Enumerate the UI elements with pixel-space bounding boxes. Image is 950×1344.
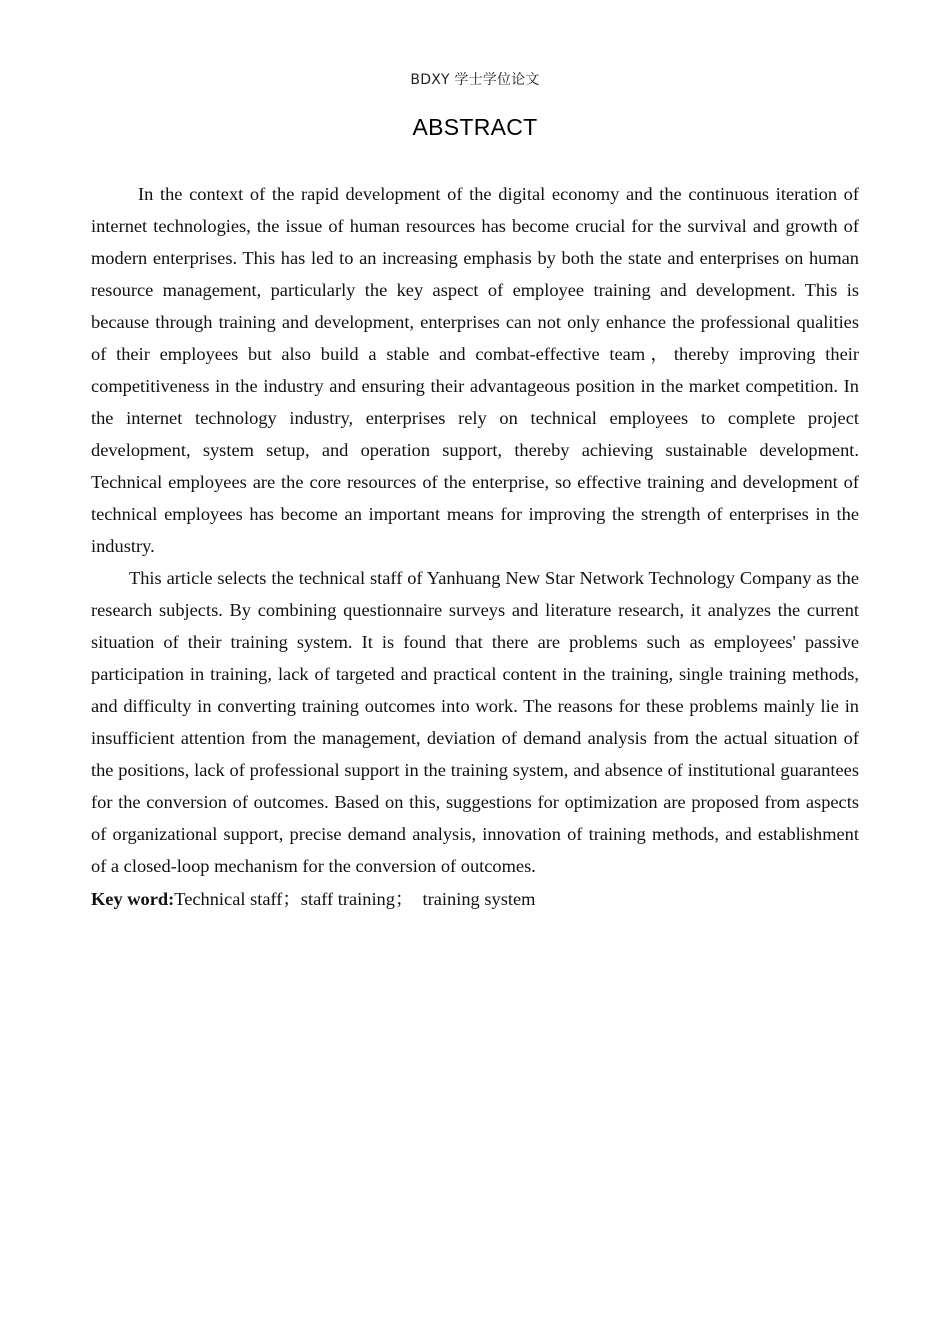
running-header: BDXY 学士学位论文: [410, 72, 540, 88]
abstract-paragraph-1: In the context of the rapid development of the digital economy and the continuous iteration of internet technologies, the issue of human resources has become crucial for the survival and growth of modern enterprises. This has led to an increasing emphasis by both the state and enterprises on human resource management, particularly the key aspect of employee training and development. This is because through training and development, enterprises can not only enhance the professional qualities of their employees but also build a stable and combat-effective team，thereby improving their competitiveness in the industry and ensuring their advantageous position in the market competition. In the internet technology industry, enterprises rely on technical employees to complete project development, system setup, and operation support, thereby achieving sustainable development. Technical employees are the core resources of the enterprise, so effective training and development of technical employees has become an important means for improving the strength of enterprises in the industry.: [91, 184, 859, 556]
abstract-title: ABSTRACT: [412, 114, 538, 140]
keywords-label: Key word:: [91, 889, 175, 909]
abstract-paragraph-2: This article selects the technical staff of Yanhuang New Star Network Technology Company as the research subjects. By combining questionnaire surveys and literature research, it analyzes the current situation of their training system. It is found that there are problems such as employees' passive participation in training, lack of targeted and practical content in the training, single training methods, and difficulty in converting training outcomes into work. The reasons for these problems mainly lie in insufficient attention from the management, deviation of demand analysis from the actual situation of the positions, lack of professional support in the training system, and absence of institutional guarantees for the conversion of outcomes. Based on this, suggestions for optimization are proposed from aspects of organizational support, precise demand analysis, innovation of training methods, and establishment of a closed-loop mechanism for the conversion of outcomes.: [91, 568, 859, 876]
abstract-body: [91, 178, 859, 916]
keywords-line: [91, 882, 859, 916]
keywords-value: Technical staff；staff training； training system: [174, 889, 536, 909]
